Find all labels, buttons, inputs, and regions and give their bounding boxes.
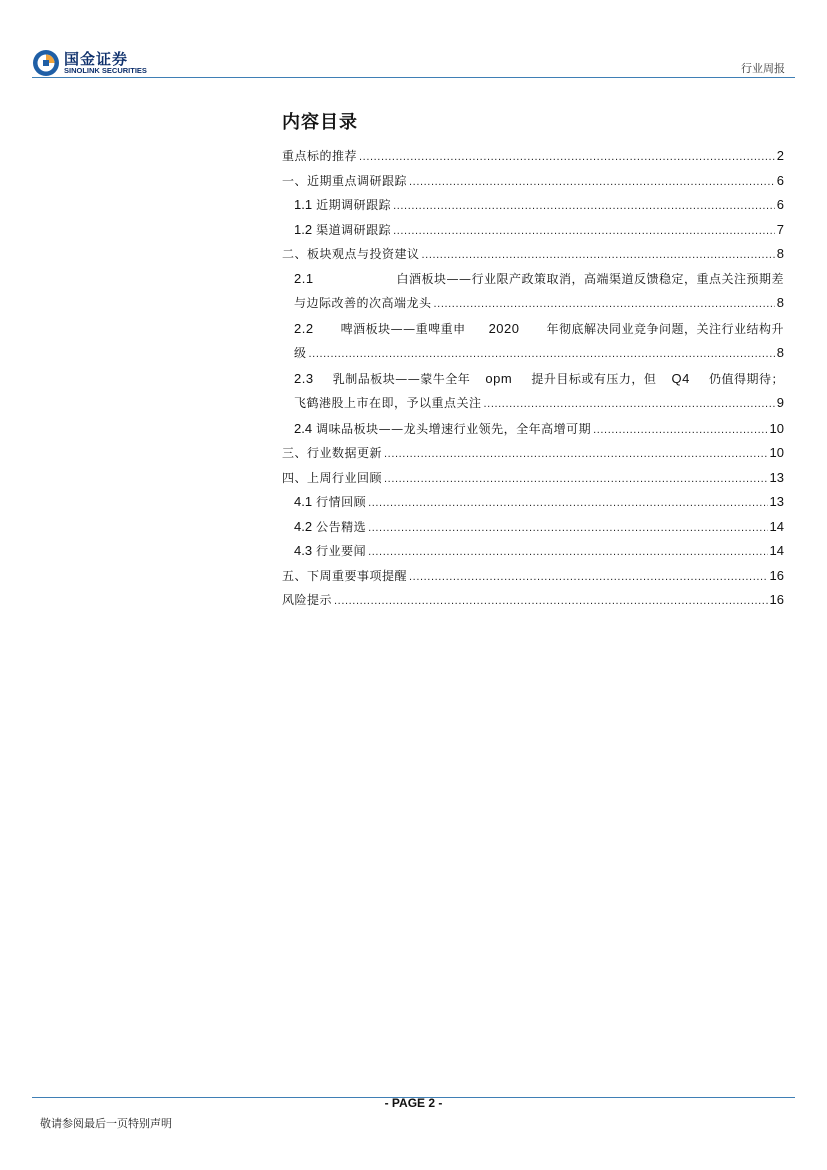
toc-leader-dots [393,218,775,244]
toc-entry-page: 8 [776,345,784,360]
sinolink-logo-icon [32,49,60,77]
toc-entry[interactable] [282,193,784,218]
toc-entry-number: 2.3 [294,370,314,386]
toc-heading: 内容目录 [282,112,358,133]
page-number: - PAGE 2 - [384,1096,443,1110]
toc-leader-dots [368,490,767,516]
toc-entry-term: Q4 [671,370,690,386]
toc-entry-number: 1.1 [294,197,313,212]
toc-entry-text: 行情回顾 [316,495,367,509]
toc-entry-text: 重点标的推荐 [282,149,358,163]
toc-entry-number: 4.3 [294,543,313,558]
toc-entry-text: 与边际改善的次高端龙头 [294,296,432,310]
toc-entry-number: 4.2 [294,518,313,534]
toc-entry[interactable] [282,490,784,515]
toc-entry[interactable] [282,417,784,442]
toc-entry[interactable] [282,169,784,194]
toc-entry[interactable] [282,564,784,589]
toc-entry-text: 三、行业数据更新 [282,446,383,460]
toc-entry-page: 13 [769,494,784,509]
toc-entry[interactable] [282,441,784,466]
toc-entry-page: 6 [776,197,784,212]
toc-entry-text: 风险提示 [282,593,333,607]
toc-entry-number: 2.1 [294,270,314,286]
toc-leader-dots [309,341,775,367]
toc-entry-text: 一、近期重点调研跟踪 [282,173,408,188]
toc-entry-term: opm [485,370,513,386]
toc-entry-page: 9 [776,395,784,410]
toc-entry-text: 渠道调研跟踪 [316,222,392,237]
toc-leader-dots [368,515,767,541]
toc-entry-page: 2 [776,148,784,163]
toc-entry[interactable] [282,218,784,243]
toc-leader-dots [368,539,767,565]
toc-entry-text: 啤酒板块——重啤重申 [340,321,466,336]
toc-entry[interactable] [282,317,784,367]
toc-entry-text: 仍值得期待； [708,371,784,386]
toc-leader-dots [484,391,775,417]
toc-entry-number: 1.2 [294,221,313,237]
toc-entry-text: 年彻底解决同业竞争问题，关注行业结构升 [546,321,784,336]
toc-leader-dots [409,564,768,590]
toc-entry-page: 8 [776,295,784,310]
toc-entry-page: 16 [769,592,784,607]
toc-entry-text: 五、下周重要事项提醒 [282,568,408,583]
logo-chinese-name: 国金证券 [64,50,129,68]
toc-entry-text: 调味品板块——龙头增速行业领先，全年高增可期 [316,421,592,436]
toc-entry[interactable] [282,267,784,317]
toc-entry-text: 公告精选 [316,519,367,534]
toc-entry-page: 8 [776,246,784,261]
toc-entry-number: 4.1 [294,494,313,509]
toc-entry-number: 2.4 [294,420,313,436]
header-divider [32,77,795,78]
toc-entry-text: 白酒板块——行业限产政策取消，高端渠道反馈稳定，重点关注预期差 [396,271,784,286]
toc-entry[interactable] [282,588,784,613]
toc-entry-text: 二、板块观点与投资建议 [282,247,420,261]
toc-leader-dots [393,193,775,219]
toc-entry-text: 近期调研跟踪 [316,198,392,212]
toc-entry[interactable] [282,242,784,267]
toc-entry-year: 2020 [488,320,520,336]
toc-entry[interactable] [282,539,784,564]
logo-english-name: SINOLINK SECURITIES [64,66,147,75]
footer-disclaimer: 敬请参阅最后一页特别声明 [40,1117,172,1130]
toc-leader-dots [384,441,768,467]
toc-entry-page: 14 [769,543,784,558]
toc-entry-text: 乳制品板块——蒙牛全年 [332,371,471,386]
toc-entry-page: 7 [776,221,784,237]
toc-entry[interactable] [282,466,784,491]
toc-entry-page: 10 [769,420,784,436]
toc-entry-page: 14 [769,518,784,534]
toc-entry-text: 提升目标或有压力，但 [531,371,657,386]
toc-entry-number: 2.2 [294,320,314,336]
company-logo [32,47,152,79]
toc-entry-page: 13 [769,469,784,485]
toc-entry-text: 行业要闻 [316,544,367,558]
toc-entry[interactable] [282,144,784,169]
toc-entry-text: 四、上周行业回顾 [282,470,383,485]
toc-leader-dots [359,144,775,170]
toc-entry[interactable] [282,367,784,417]
table-of-contents [282,144,784,613]
toc-leader-dots [334,588,768,614]
toc-leader-dots [593,417,767,443]
toc-entry-text: 飞鹤港股上市在即，予以重点关注 [294,396,482,410]
toc-leader-dots [422,242,775,268]
toc-entry-page: 16 [769,567,784,583]
toc-entry-page: 10 [769,445,784,460]
toc-leader-dots [409,169,775,195]
toc-entry-text: 级 [294,346,307,360]
toc-leader-dots [384,466,768,492]
toc-entry-page: 6 [776,172,784,188]
toc-leader-dots [434,291,775,317]
toc-entry[interactable] [282,515,784,540]
document-type: 行业周报 [741,62,785,75]
